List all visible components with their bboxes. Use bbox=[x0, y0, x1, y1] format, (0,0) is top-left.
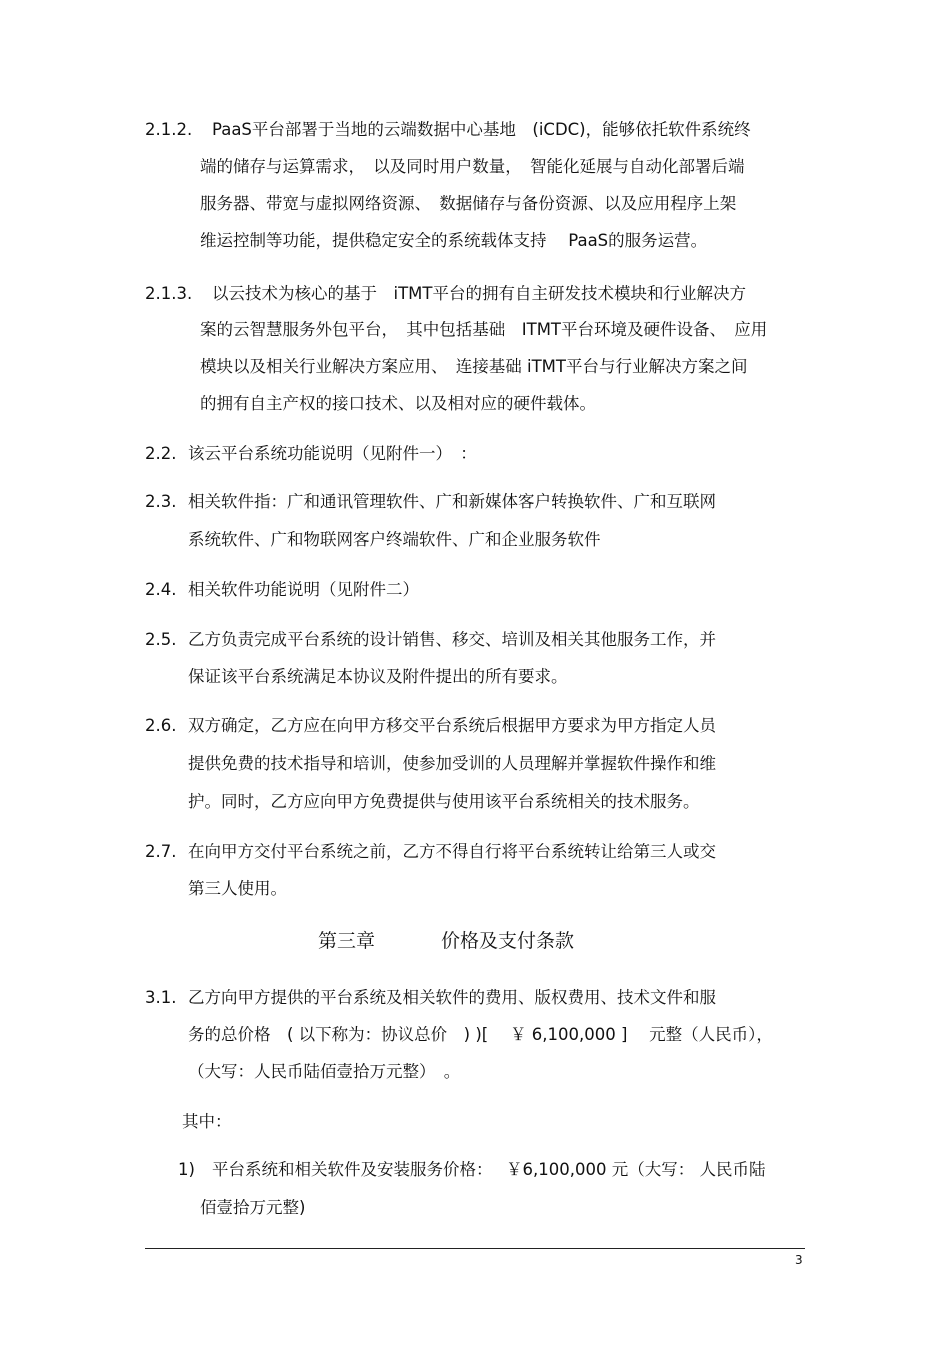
clause-text-line: PaaS平台部署于当地的云端数据中心基地 (iCDC)，能够依托软件系统终 bbox=[212, 120, 751, 139]
clause-number: 2.7. bbox=[145, 842, 177, 861]
clause-text-line: 该云平台系统功能说明（见附件一） ： bbox=[188, 444, 477, 463]
clause-text-line: 提供免费的技术指导和培训，使参加受训的人员理解并掌握软件操作和维 bbox=[188, 754, 716, 773]
item-number: 1) bbox=[178, 1160, 195, 1179]
clause-number: 3.1. bbox=[145, 988, 177, 1007]
clause-text-line: 保证该平台系统满足本协议及附件提出的所有要求。 bbox=[188, 667, 568, 686]
clause-text-line: 服务器、带宽与虚拟网络资源、 数据储存与备份资源、以及应用程序上架 bbox=[200, 194, 737, 213]
page-number: 3 bbox=[795, 1253, 803, 1267]
clause-text-line: 乙方向甲方提供的平台系统及相关软件的费用、版权费用、技术文件和服 bbox=[188, 988, 716, 1007]
clause-text-line: 双方确定，乙方应在向甲方移交平台系统后根据甲方要求为甲方指定人员 bbox=[188, 716, 716, 735]
clause-text-line: 相关软件指：广和通讯管理软件、广和新媒体客户转换软件、广和互联网 bbox=[188, 492, 716, 511]
clause-text-line: 模块以及相关行业解决方案应用、 连接基础 iTMT平台与行业解决方案之间 bbox=[200, 357, 748, 376]
item-text-line: 平台系统和相关软件及安装服务价格： ￥6,100,000 元（大写： 人民币陆 bbox=[212, 1160, 766, 1179]
clause-text-line: 案的云智慧服务外包平台， 其中包括基础 ITMT平台环境及硬件设备、 应用 bbox=[200, 320, 768, 339]
chapter-heading bbox=[318, 928, 574, 954]
among-label: 其中： bbox=[182, 1112, 232, 1131]
chapter-label: 第三章 bbox=[318, 930, 376, 952]
clause-text-line: 在向甲方交付平台系统之前，乙方不得自行将平台系统转让给第三人或交 bbox=[188, 842, 716, 861]
clause-text-line: 务的总价格 ( 以下称为：协议总价 ) )[ ￥ 6,100,000 ] 元整（人民币）， bbox=[188, 1025, 773, 1044]
item-text-line: 佰壹拾万元整) bbox=[200, 1198, 306, 1217]
clause-number: 2.6. bbox=[145, 716, 177, 735]
clause-text-line: （大写：人民币陆佰壹拾万元整） 。 bbox=[188, 1062, 461, 1081]
footer-divider bbox=[145, 1248, 805, 1249]
clause-number: 2.1.3. bbox=[145, 284, 193, 303]
chapter-title: 价格及支付条款 bbox=[441, 930, 575, 952]
clause-number: 2.3. bbox=[145, 492, 177, 511]
clause-number: 2.4. bbox=[145, 580, 177, 599]
clause-number: 2.5. bbox=[145, 630, 177, 649]
clause-text-line: 的拥有自主产权的接口技术、以及相对应的硬件载体。 bbox=[200, 394, 596, 413]
clause-text-line: 第三人使用。 bbox=[188, 879, 287, 898]
clause-number: 2.2. bbox=[145, 444, 177, 463]
clause-text-line: 维运控制等功能，提供稳定安全的系统载体支持 PaaS的服务运营。 bbox=[200, 231, 708, 250]
clause-number: 2.1.2. bbox=[145, 120, 193, 139]
clause-text-line: 系统软件、广和物联网客户终端软件、广和企业服务软件 bbox=[188, 530, 601, 549]
clause-text-line: 以云技术为核心的基于 iTMT平台的拥有自主研发技术模块和行业解决方 bbox=[212, 284, 746, 303]
clause-text-line: 护。同时，乙方应向甲方免费提供与使用该平台系统相关的技术服务。 bbox=[188, 792, 700, 811]
clause-text-line: 端的储存与运算需求， 以及同时用户数量， 智能化延展与自动化部署后端 bbox=[200, 157, 745, 176]
clause-text-line: 乙方负责完成平台系统的设计销售、移交、培训及相关其他服务工作，并 bbox=[188, 630, 716, 649]
clause-text-line: 相关软件功能说明（见附件二） bbox=[188, 580, 419, 599]
